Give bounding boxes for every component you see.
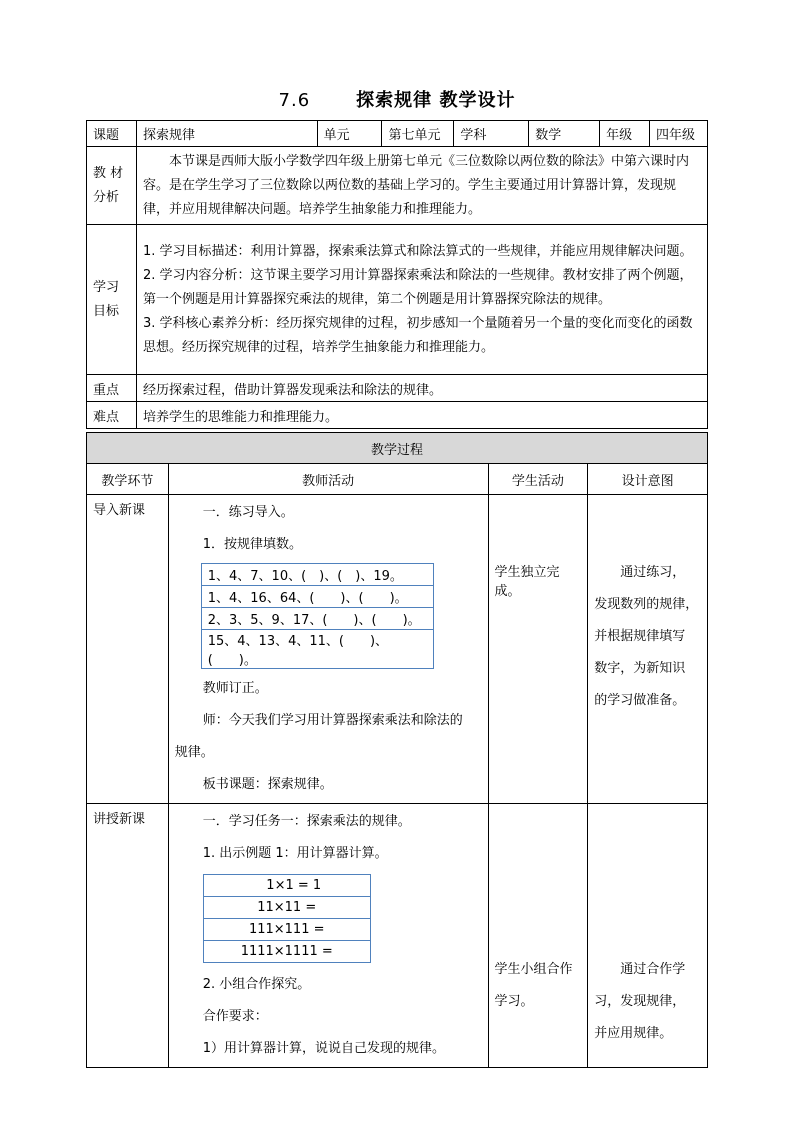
key-point-label: 重点 [87, 375, 137, 402]
analysis-label-line1: 教 材 [93, 165, 124, 181]
student-line: 学生小组合作 [494, 962, 573, 977]
process-header: 教学过程 [87, 433, 708, 464]
goals-label-line1: 学习 [93, 279, 120, 295]
student-line: 学习。 [494, 994, 534, 1009]
teaching-process-table [86, 432, 708, 1068]
equation-table [203, 874, 371, 963]
stage-new-lesson: 讲授新课 [87, 804, 169, 1068]
col-header-intent: 设计意图 [588, 464, 708, 495]
goals-content [136, 225, 707, 375]
analysis-text: 本节课是西师大版小学数学四年级上册第七单元《三位数除以两位数的除法》中第六课时内容。是在学生学习了三位数除以两位数的基础上学习的。学生主要通过用计算器计算，发现规律，并应用规律解决问题。培养学生抽象能力和推理能力。 [136, 147, 707, 225]
difficulty-label: 难点 [87, 402, 137, 429]
col-header-stage: 教学环节 [87, 464, 169, 495]
unit-value: 第七单元 [382, 121, 454, 147]
goal-item: 2. 学习内容分析：这节课主要学习用计算器探索乘法和除法的一些规律。教材安排了两个例题，第一个例题是用计算器探究乘法的规律，第二个例题是用计算器探究除法的规律。 [142, 267, 693, 307]
intro-line: 师：今天我们学习用计算器探索乘法和除法的 [202, 713, 463, 728]
intent-line: 并应用规律。 [594, 1026, 673, 1041]
sequence-table [201, 563, 434, 669]
goals-label-line2: 目标 [93, 303, 120, 319]
new-line: 一．学习任务一：探索乘法的规律。 [202, 814, 411, 829]
intro-line: 规律。 [174, 745, 214, 760]
teacher-activity-new [168, 804, 488, 1068]
topic-value: 探索规律 [136, 121, 317, 147]
analysis-label [87, 147, 137, 225]
stage-intro: 导入新课 [87, 495, 169, 804]
new-line: 2. 小组合作探究。 [202, 977, 311, 992]
sequence-row: 1、4、7、10、( )、( )、19。 [201, 564, 433, 586]
title-number: 7.6 [278, 90, 311, 111]
equation-row: 1×1 = 1 [203, 875, 370, 897]
unit-label: 单元 [317, 121, 382, 147]
page-title [0, 86, 794, 112]
sequence-row: 15、4、13、4、11、( )、( )。 [201, 630, 433, 669]
grade-label: 年级 [600, 121, 650, 147]
intro-line: 教师订正。 [202, 681, 268, 696]
intent-line: 并根据规律填写 [594, 629, 686, 644]
sequence-row: 2、3、5、9、17、( )、( )。 [201, 608, 433, 630]
col-header-student: 学生活动 [488, 464, 588, 495]
equation-row: 111×111 = [203, 919, 370, 941]
intent-line: 的学习做准备。 [594, 693, 686, 708]
student-activity-intro: 学生独立完成。 [488, 495, 588, 804]
intent-line: 数字，为新知识 [594, 661, 686, 676]
equation-row: 11×11 = [203, 897, 370, 919]
subject-label: 学科 [454, 121, 529, 147]
student-activity-new [488, 804, 588, 1068]
key-point-text: 经历探索过程，借助计算器发现乘法和除法的规律。 [136, 375, 707, 402]
grade-value: 四年级 [650, 121, 708, 147]
goal-item: 1. 学习目标描述：利用计算器，探索乘法算式和除法算式的一些规律，并能应用规律解决问题。 [142, 243, 693, 259]
analysis-label-line2: 分析 [93, 189, 120, 205]
design-intent-new [588, 804, 708, 1068]
subject-value: 数学 [529, 121, 600, 147]
goal-item: 3. 学科核心素养分析：经历探究规律的过程，初步感知一个量随着另一个量的变化而变化的函数思想。经历探究规律的过程，培养学生抽象能力和推理能力。 [142, 315, 693, 355]
col-header-teacher: 教师活动 [168, 464, 488, 495]
lesson-info-table [86, 120, 708, 429]
goals-label [87, 225, 137, 375]
new-line: 1. 出示例题 1：用计算器计算。 [202, 846, 388, 861]
topic-label: 课题 [87, 121, 137, 147]
title-text: 探索规律 教学设计 [356, 90, 516, 111]
intro-line: 1．按规律填数。 [202, 537, 303, 552]
new-line: 1）用计算器计算，说说自己发现的规律。 [202, 1041, 446, 1056]
equation-row: 1111×1111 = [203, 941, 370, 963]
intro-line: 板书课题：探索规律。 [202, 777, 333, 792]
new-line: 合作要求： [202, 1009, 268, 1024]
design-intent-intro [588, 495, 708, 804]
intent-line: 发现数列的规律， [594, 597, 699, 612]
intent-line: 习，发现规律， [594, 994, 686, 1009]
intent-line: 通过练习， [620, 565, 686, 580]
intent-line: 通过合作学 [620, 962, 686, 977]
difficulty-text: 培养学生的思维能力和推理能力。 [136, 402, 707, 429]
intro-line: 一．练习导入。 [202, 505, 294, 520]
teacher-activity-intro [168, 495, 488, 804]
sequence-row: 1、4、16、64、( )、( )。 [201, 586, 433, 608]
